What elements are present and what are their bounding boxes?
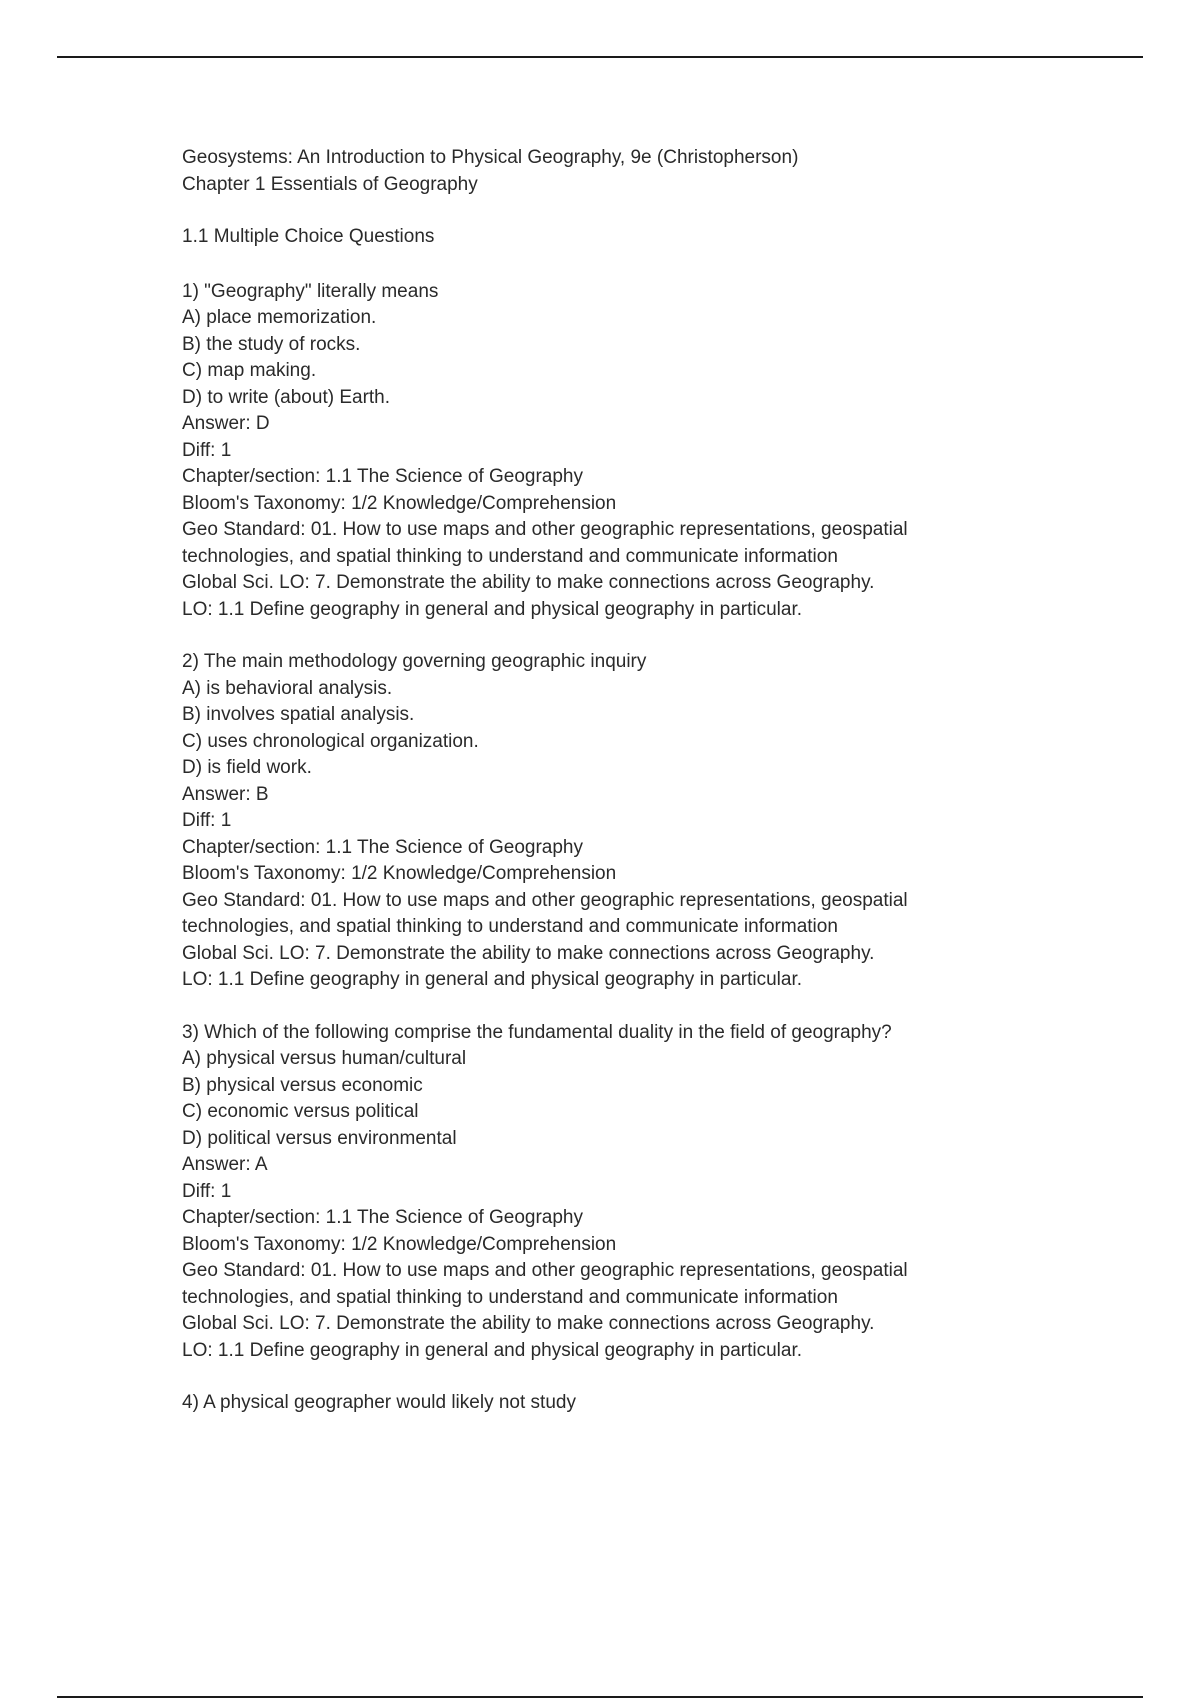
learning-objective: LO: 1.1 Define geography in general and physical geography in particular.: [182, 598, 803, 620]
option-a: A) is behavioral analysis.: [182, 677, 393, 699]
bloom-taxonomy: Bloom's Taxonomy: 1/2 Knowledge/Comprehension: [182, 1233, 617, 1255]
geo-standard-line-2: technologies, and spatial thinking to understand and communicate information: [182, 545, 838, 567]
difficulty: Diff: 1: [182, 1180, 232, 1202]
question-stem: 4) A physical geographer would likely not study: [182, 1392, 576, 1413]
option-c: C) economic versus political: [182, 1101, 419, 1122]
question-stem: 3) Which of the following comprise the fundamental duality in the field of geography?: [182, 1021, 892, 1043]
option-c: C) map making.: [182, 360, 317, 381]
option-b: B) the study of rocks.: [182, 333, 361, 355]
geo-standard-line-2: technologies, and spatial thinking to understand and communicate information: [182, 916, 838, 937]
global-sci-lo: Global Sci. LO: 7. Demonstrate the ability to make connections across Geography.: [182, 1313, 875, 1334]
answer: Answer: D: [182, 413, 270, 434]
chapter-section: Chapter/section: 1.1 The Science of Geography: [182, 466, 584, 487]
book-title: Geosystems: An Introduction to Physical Geography, 9e (Christopherson): [182, 147, 799, 168]
answer: Answer: A: [182, 1154, 268, 1175]
bloom-taxonomy: Bloom's Taxonomy: 1/2 Knowledge/Comprehension: [182, 492, 617, 514]
option-d: D) is field work.: [182, 757, 312, 778]
question-1: [182, 279, 1082, 624]
geo-standard-line-1: Geo Standard: 01. How to use maps and other geographic representations, geospatial: [182, 519, 908, 540]
question-4: [182, 1390, 1082, 1417]
question-3: [182, 1020, 1082, 1365]
chapter-title: Chapter 1 Essentials of Geography: [182, 173, 478, 195]
option-a: A) physical versus human/cultural: [182, 1048, 467, 1069]
difficulty: Diff: 1: [182, 810, 232, 831]
learning-objective: LO: 1.1 Define geography in general and physical geography in particular.: [182, 1339, 803, 1361]
bloom-taxonomy: Bloom's Taxonomy: 1/2 Knowledge/Comprehension: [182, 863, 617, 884]
option-c: C) uses chronological organization.: [182, 730, 479, 752]
bottom-rule: [57, 1696, 1143, 1698]
option-b: B) involves spatial analysis.: [182, 704, 415, 725]
option-b: B) physical versus economic: [182, 1074, 423, 1096]
geo-standard-line-2: technologies, and spatial thinking to understand and communicate information: [182, 1286, 838, 1308]
geo-standard-line-1: Geo Standard: 01. How to use maps and other geographic representations, geospatial: [182, 889, 908, 911]
chapter-section: Chapter/section: 1.1 The Science of Geography: [182, 836, 584, 858]
question-stem: 1) "Geography" literally means: [182, 280, 439, 302]
option-d: D) to write (about) Earth.: [182, 386, 391, 408]
chapter-section: Chapter/section: 1.1 The Science of Geography: [182, 1207, 584, 1228]
document-page: [182, 145, 1082, 1417]
global-sci-lo: Global Sci. LO: 7. Demonstrate the ability to make connections across Geography.: [182, 572, 875, 593]
question-2: [182, 649, 1082, 994]
option-a: A) place memorization.: [182, 307, 377, 328]
question-stem: 2) The main methodology governing geographic inquiry: [182, 651, 647, 672]
top-rule: [57, 56, 1143, 58]
global-sci-lo: Global Sci. LO: 7. Demonstrate the ability to make connections across Geography.: [182, 942, 875, 964]
answer: Answer: B: [182, 783, 269, 805]
difficulty: Diff: 1: [182, 439, 232, 461]
learning-objective: LO: 1.1 Define geography in general and physical geography in particular.: [182, 969, 803, 990]
geo-standard-line-1: Geo Standard: 01. How to use maps and other geographic representations, geospatial: [182, 1260, 908, 1281]
section-title: 1.1 Multiple Choice Questions: [182, 226, 435, 247]
option-d: D) political versus environmental: [182, 1127, 457, 1149]
